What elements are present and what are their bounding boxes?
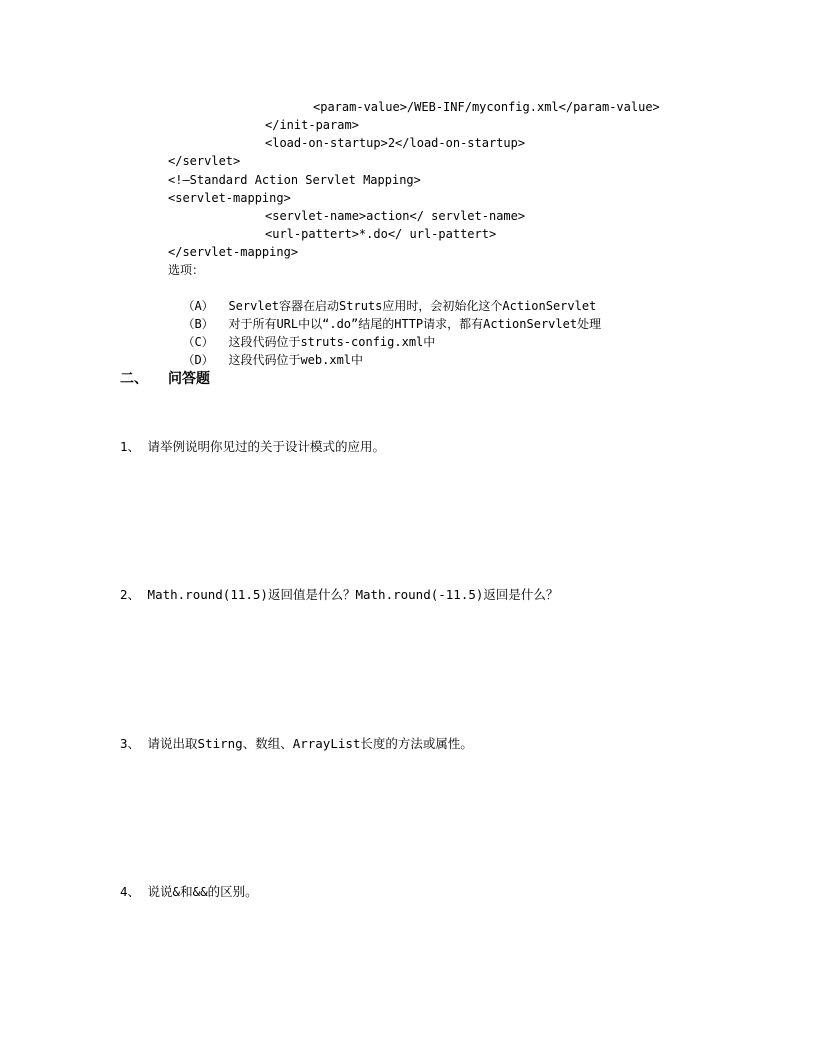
code-line: </init-param> <box>265 118 359 132</box>
options-label: 选项： <box>168 263 205 277</box>
code-line: <load-on-startup>2</load-on-startup> <box>265 136 526 150</box>
section-number: 二、 <box>120 371 148 387</box>
option-label: （B） <box>182 317 214 331</box>
code-line: </servlet-mapping> <box>168 245 299 259</box>
option-label: （C） <box>182 335 214 349</box>
question-2: 2、 Math.round(11.5)返回值是什么？Math.round(-11.5)返回是什么？ <box>120 587 559 602</box>
question-3: 3、 请说出取Stirng、数组、ArrayList长度的方法或属性。 <box>120 736 473 751</box>
option-text: Servlet容器在启动Struts应用时，会初始化这个ActionServlet <box>228 299 597 313</box>
code-line: <url-pattert>*.do</ url-pattert> <box>265 227 497 241</box>
code-line: <param-value>/WEB-INF/myconfig.xml</param-value> <box>313 100 660 114</box>
option-label: （D） <box>182 353 214 367</box>
code-line: <servlet-name>action</ servlet-name> <box>265 209 526 223</box>
option-text: 这段代码位于struts-config.xml中 <box>228 335 436 349</box>
code-line: </servlet> <box>168 154 241 168</box>
option-text: 对于所有URL中以“.do”结尾的HTTP请求，都有ActionServlet处理 <box>228 317 602 331</box>
option-text: 这段代码位于web.xml中 <box>228 353 364 367</box>
code-line: <servlet-mapping> <box>168 191 291 205</box>
option-d <box>168 333 363 369</box>
question-4: 4、 说说&和&&的区别。 <box>120 884 258 899</box>
question-1: 1、 请举例说明你见过的关于设计模式的应用。 <box>120 439 386 454</box>
option-label: （A） <box>182 299 214 313</box>
section-title: 问答题 <box>168 371 210 387</box>
code-line: <!—Standard Action Servlet Mapping> <box>168 173 421 187</box>
